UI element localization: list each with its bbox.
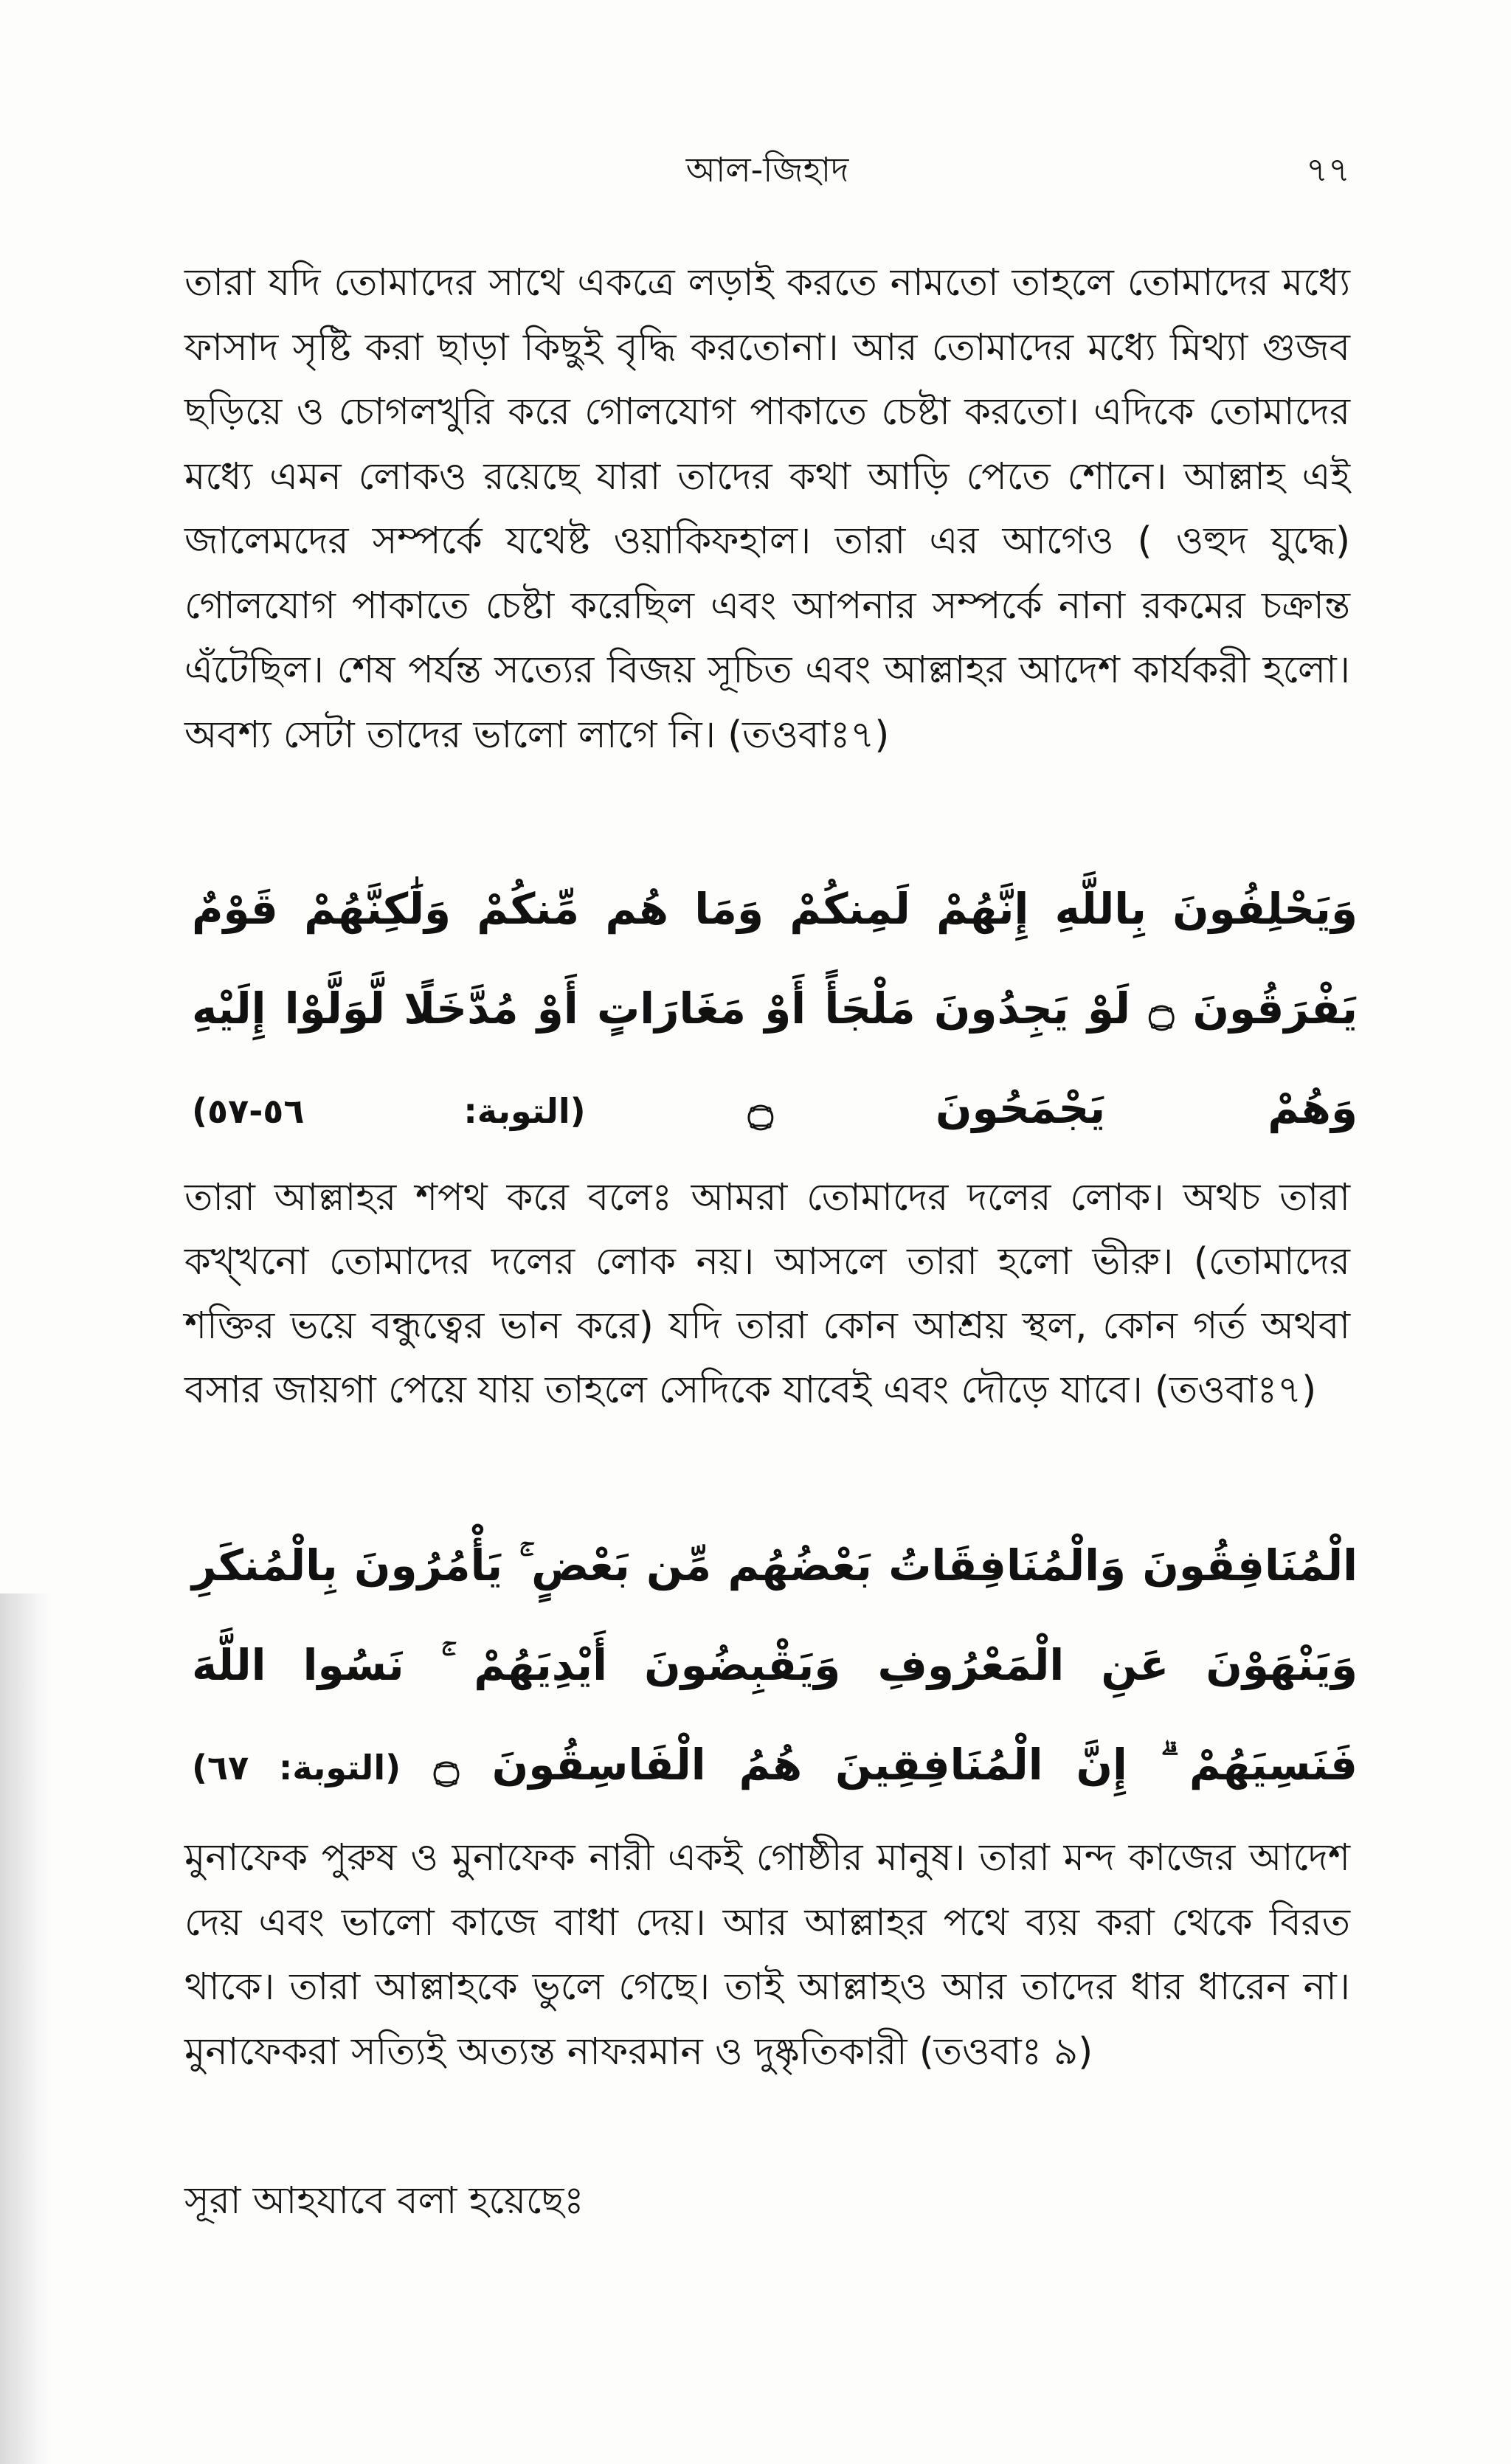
scan-edge-shadow (0, 1593, 52, 2464)
arabic-quote-2 (192, 1516, 1358, 1818)
arabic-quote-1 (192, 859, 1358, 1161)
arabic-quote-1-text: وَيَحْلِفُونَ بِاللَّهِ إِنَّهُمْ لَمِنكُمْ وَمَا هُم مِّنكُمْ وَلَٰكِنَّهُمْ قَوْمٌ يَفْرَقُونَ ۝ لَوْ يَجِدُونَ مَلْجَأً أَوْ مَغَارَاتٍ أَوْ مُدَّخَلًا لَّوَلَّوْا إِلَيْهِ وَهُمْ يَجْمَحُونَ ۝ (192, 884, 1358, 1133)
paragraph-2: তারা আল্লাহর শপথ করে বলেঃ আমরা তোমাদের দলের লোক। অথচ তারা কখ্খনো তোমাদের দলের লোক নয়। আসলে তারা হলো ভীরু। (তোমাদের শক্তির ভয়ে বন্ধুত্বের ভান করে) যদি তারা কোন আশ্রয় স্থল, কোন গর্ত অথবা বসার জায়গা পেয়ে যায় তাহলে সেদিকে যাবেই এবং দৌড়ে যাবে। (তওবাঃ৭) (184, 1176, 1350, 1412)
running-header (184, 140, 1350, 199)
paragraph-1: তারা যদি তোমাদের সাথে একত্রে লড়াই করতে নামতো তাহলে তোমাদের মধ্যে ফাসাদ সৃষ্টি করা ছাড়া কিছুই বৃদ্ধি করতোনা। আর তোমাদের মধ্যে মিথ্যা গুজব ছড়িয়ে ও চোগলখুরি করে গোলযোগ পাকাতে চেষ্টা করতো। এদিকে তোমাদের মধ্যে এমন লোকও রয়েছে যারা তাদের কথা আড়ি পেতে শোনে। আল্লাহ এই জালেমদের সম্পর্কে যথেষ্ট ওয়াকিফহাল। তারা এর আগেও ( ওহুদ যুদ্ধে) গোলযোগ পাকাতে চেষ্টা করেছিল এবং আপনার সম্পর্কে নানা রকমের চক্রান্ত এঁটেছিল। শেষ পর্যন্ত সত্যের বিজয় সূচিত এবং আল্লাহর আদেশ কার্যকরী হলো। অবশ্য সেটা তাদের ভালো লাগে নি। (তওবাঃ৭) (184, 261, 1350, 757)
paragraph-4: সূরা আহযাবে বলা হয়েছেঃ (184, 2179, 584, 2223)
paragraph-3: মুনাফেক পুরুষ ও মুনাফেক নারী একই গোষ্ঠীর মানুষ। তারা মন্দ কাজের আদেশ দেয় এবং ভালো কাজে বাধা দেয়। আর আল্লাহর পথে ব্যয় করা থেকে বিরত থাকে। তারা আল্লাহকে ভুলে গেছে। তাই আল্লাহও আর তাদের ধার ধারেন না। মুনাফেকরা সত্যিই অত্যন্ত নাফরমান ও দুষ্কৃতিকারী (তওবাঃ ৯) (184, 1836, 1350, 2074)
arabic-quote-2-reference: (التوبة: ٦٧) (192, 1748, 401, 1788)
arabic-quote-2-text: الْمُنَافِقُونَ وَالْمُنَافِقَاتُ بَعْضُهُم مِّن بَعْضٍ ۚ يَأْمُرُونَ بِالْمُنكَرِ وَيَنْهَوْنَ عَنِ الْمَعْرُوفِ وَيَقْبِضُونَ أَيْدِيَهُمْ ۚ نَسُوا اللَّهَ فَنَسِيَهُمْ ۗ إِنَّ الْمُنَافِقِينَ هُمُ الْفَاسِقُونَ ۝ (192, 1540, 1358, 1790)
arabic-quote-1-reference: (التوبة: ٥٦-٥٧) (192, 1091, 586, 1131)
page-number: ৭৭ (1306, 150, 1350, 190)
running-title: আল-জিহাদ (685, 150, 849, 190)
